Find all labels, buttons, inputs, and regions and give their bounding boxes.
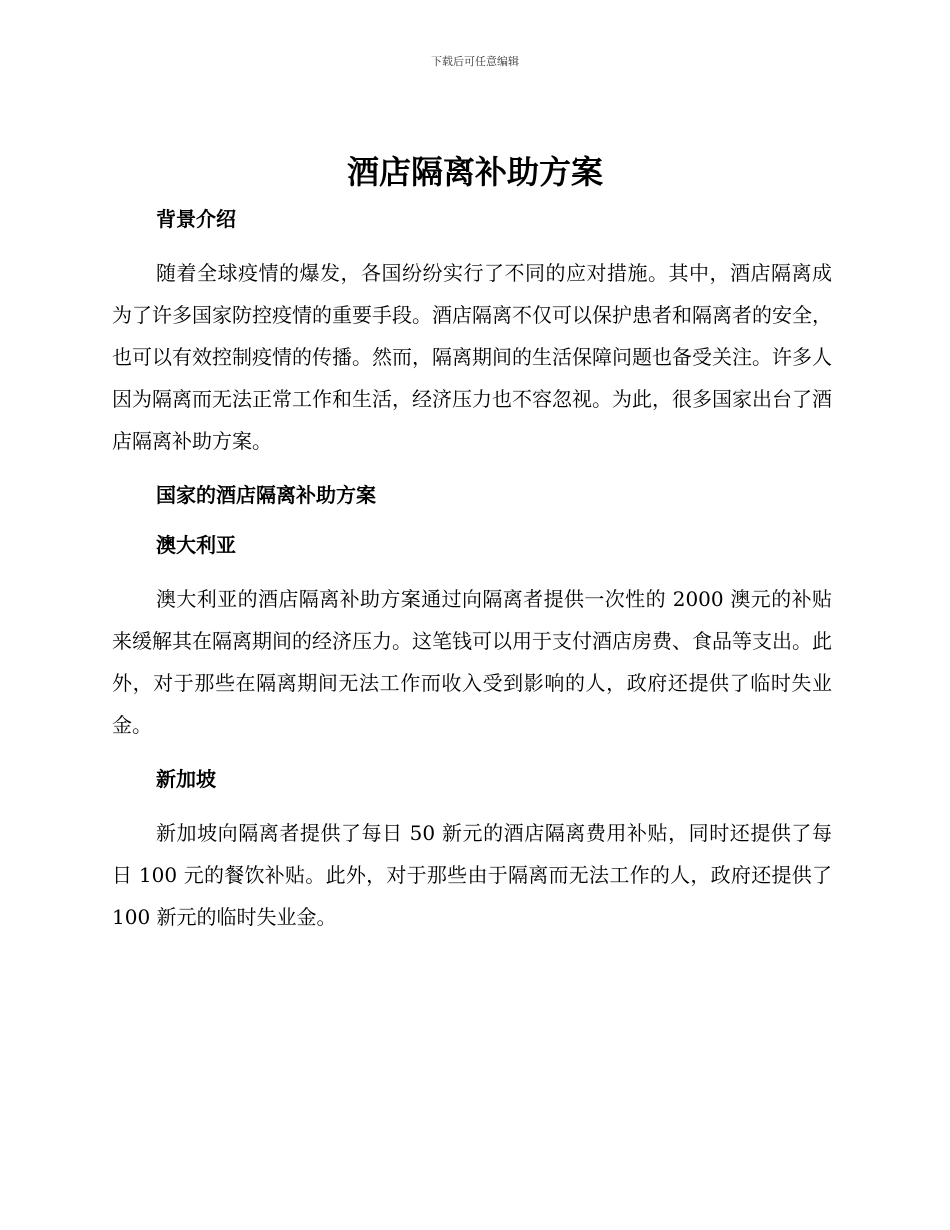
section-heading-australia: 澳大利亚 [156, 533, 236, 557]
paragraph-singapore: 新加坡向隔离者提供了每日 50 新元的酒店隔离费用补贴，同时还提供了每日 100 元的餐饮补贴。此外，对于那些由于隔离而无法工作的人，政府还提供了 100 新元的临时失业金。 [112, 821, 832, 929]
paragraph-background: 随着全球疫情的爆发，各国纷纷实行了不同的应对措施。其中，酒店隔离成为了许多国家防控疫情的重要手段。酒店隔离不仅可以保护患者和隔离者的安全，也可以有效控制疫情的传播。然而，隔离期间的生活保障问题也备受关注。许多人因为隔离而无法正常工作和生活，经济压力也不容忽视。为此，很多国家出台了酒店隔离补助方案。 [112, 261, 832, 453]
document-title: 酒店隔离补助方案 [346, 153, 603, 191]
section-heading-singapore: 新加坡 [156, 767, 216, 791]
section-heading-background: 背景介绍 [156, 207, 236, 231]
section-heading-national-plans: 国家的酒店隔离补助方案 [156, 483, 376, 507]
document-body [112, 202, 832, 938]
paragraph-australia: 澳大利亚的酒店隔离补助方案通过向隔离者提供一次性的 2000 澳元的补贴来缓解其在隔离期间的经济压力。这笔钱可以用于支付酒店房费、食品等支出。此外，对于那些在隔离期间无法工作而收入受到影响的人，政府还提供了临时失业金。 [112, 587, 832, 737]
running-header: 下载后可任意编辑 [431, 55, 519, 68]
